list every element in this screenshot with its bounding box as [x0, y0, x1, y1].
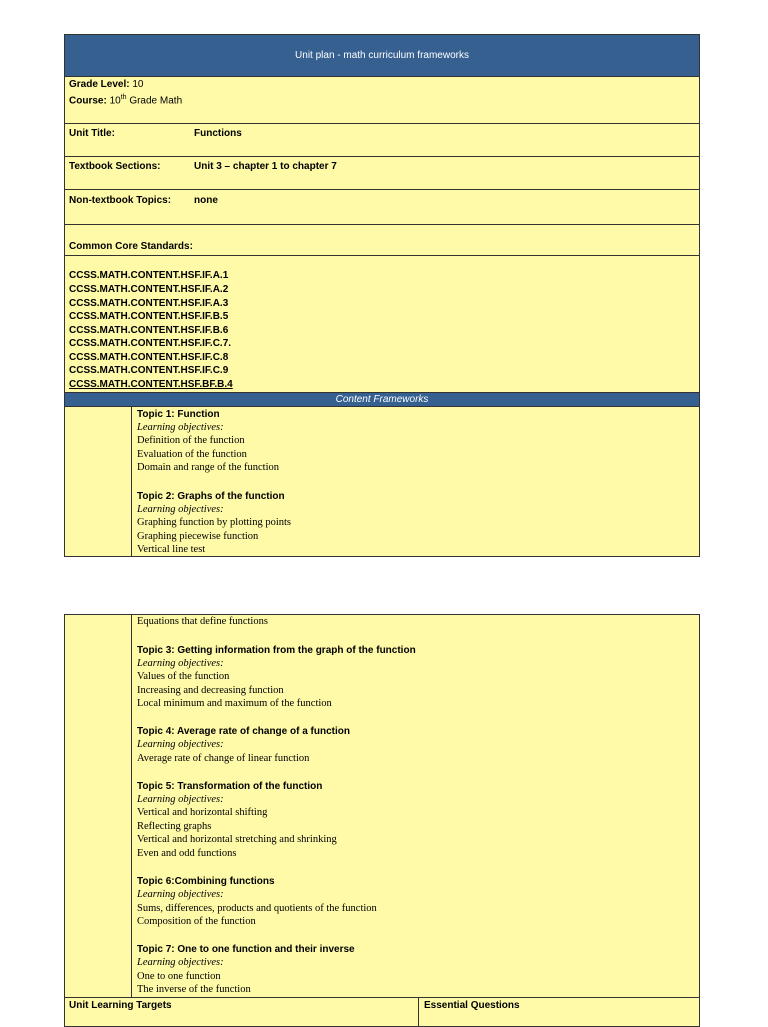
- common-core-label: Common Core Standards:: [69, 241, 193, 252]
- topic-6-title: Topic 6:Combining functions: [137, 876, 275, 887]
- objective-item: Domain and range of the function: [137, 462, 279, 473]
- topic-7-title: Topic 7: One to one function and their inverse: [137, 944, 355, 955]
- learning-objectives-label: Learning objectives:: [137, 957, 224, 968]
- learning-objectives-label: Learning objectives:: [137, 422, 224, 433]
- non-textbook-topics-label: Non-textbook Topics:: [69, 195, 172, 206]
- ccss-item: CCSS.MATH.CONTENT.HSF.IF.B.6: [69, 325, 229, 336]
- textbook-sections-label: Textbook Sections:: [69, 161, 161, 172]
- unit-plan-title: Unit plan - math curriculum frameworks: [295, 50, 469, 61]
- topic-2-title: Topic 2: Graphs of the function: [137, 491, 285, 502]
- ccss-list: [64, 255, 700, 393]
- objective-item: Vertical and horizontal shifting: [137, 807, 268, 818]
- unit-title-label: Unit Title:: [69, 128, 115, 139]
- unit-title-row: [64, 123, 700, 157]
- textbook-sections-row: [64, 156, 700, 190]
- course: [69, 91, 182, 108]
- learning-objectives-label: Learning objectives:: [137, 889, 224, 900]
- ccss-item: CCSS.MATH.CONTENT.HSF.IF.A.3: [69, 298, 229, 309]
- objective-item: Increasing and decreasing function: [137, 685, 284, 696]
- objective-item: Even and odd functions: [137, 848, 237, 859]
- ccss-item: CCSS.MATH.CONTENT.HSF.IF.C.7.: [69, 338, 232, 349]
- ccss-item: CCSS.MATH.CONTENT.HSF.IF.A.2: [69, 284, 229, 295]
- grade-level: [69, 78, 144, 92]
- non-textbook-topics-row: [64, 189, 700, 225]
- non-textbook-topics-value: none: [194, 195, 218, 206]
- learning-objectives-label: Learning objectives:: [137, 739, 224, 750]
- objective-item: Values of the function: [137, 671, 230, 682]
- course-label: Course:: [69, 95, 107, 107]
- column-divider: [131, 615, 132, 997]
- ccss-item: CCSS.MATH.CONTENT.HSF.IF.C.9: [69, 365, 229, 376]
- learning-objectives-label: Learning objectives:: [137, 794, 224, 805]
- content-frameworks-table-page1: [64, 406, 700, 557]
- ccss-item: CCSS.MATH.CONTENT.HSF.IF.A.1: [69, 270, 229, 281]
- topic-1-title: Topic 1: Function: [137, 409, 220, 420]
- objective-item: Reflecting graphs: [137, 821, 212, 832]
- learning-targets-label: Unit Learning Targets: [69, 1000, 172, 1011]
- column-divider: [131, 407, 132, 556]
- essential-questions-cell: [418, 997, 700, 1027]
- learning-objectives-label: Learning objectives:: [137, 504, 224, 515]
- textbook-sections-value: Unit 3 – chapter 1 to chapter 7: [194, 161, 337, 172]
- topic-4-title: Topic 4: Average rate of change of a function: [137, 726, 350, 737]
- objective-item: Vertical and horizontal stretching and shrinking: [137, 834, 337, 845]
- topic-3-title: Topic 3: Getting information from the graph of the function: [137, 645, 416, 656]
- objective-item: Equations that define functions: [137, 616, 268, 627]
- content-frameworks-header: [64, 392, 700, 407]
- objective-item: Graphing function by plotting points: [137, 517, 291, 528]
- essential-questions-label: Essential Questions: [424, 1000, 520, 1011]
- learning-objectives-label: Learning objectives:: [137, 658, 224, 669]
- objective-item: Vertical line test: [137, 544, 206, 555]
- grade-course-row: [64, 76, 700, 124]
- topic-5-title: Topic 5: Transformation of the function: [137, 781, 323, 792]
- course-value-rest: Grade Math: [126, 95, 183, 107]
- ccss-item: CCSS.MATH.CONTENT.HSF.IF.C.8: [69, 352, 229, 363]
- objective-item: Definition of the function: [137, 435, 245, 446]
- objective-item: Composition of the function: [137, 916, 256, 927]
- ccss-item: CCSS.MATH.CONTENT.HSF.BF.B.4: [69, 379, 233, 390]
- objective-item: Local minimum and maximum of the function: [137, 698, 332, 709]
- learning-targets-cell: [64, 997, 419, 1027]
- unit-title-value: Functions: [194, 128, 242, 139]
- objective-item: Evaluation of the function: [137, 449, 247, 460]
- objective-item: One to one function: [137, 971, 221, 982]
- unit-plan-header: [64, 34, 700, 77]
- content-frameworks-label: Content Frameworks: [335, 394, 429, 405]
- grade-level-value: 10: [132, 79, 144, 90]
- ccss-item: CCSS.MATH.CONTENT.HSF.IF.B.5: [69, 311, 229, 322]
- course-value-number: 10: [109, 95, 121, 107]
- objective-item: Graphing piecewise function: [137, 531, 259, 542]
- common-core-label-row: [64, 224, 700, 256]
- course-value-suffix: th: [120, 94, 127, 101]
- objective-item: Sums, differences, products and quotients of the function: [137, 903, 377, 914]
- grade-level-label: Grade Level:: [69, 79, 130, 90]
- objective-item: Average rate of change of linear function: [137, 753, 310, 764]
- content-frameworks-table-page2: [64, 614, 700, 998]
- objective-item: The inverse of the function: [137, 984, 251, 995]
